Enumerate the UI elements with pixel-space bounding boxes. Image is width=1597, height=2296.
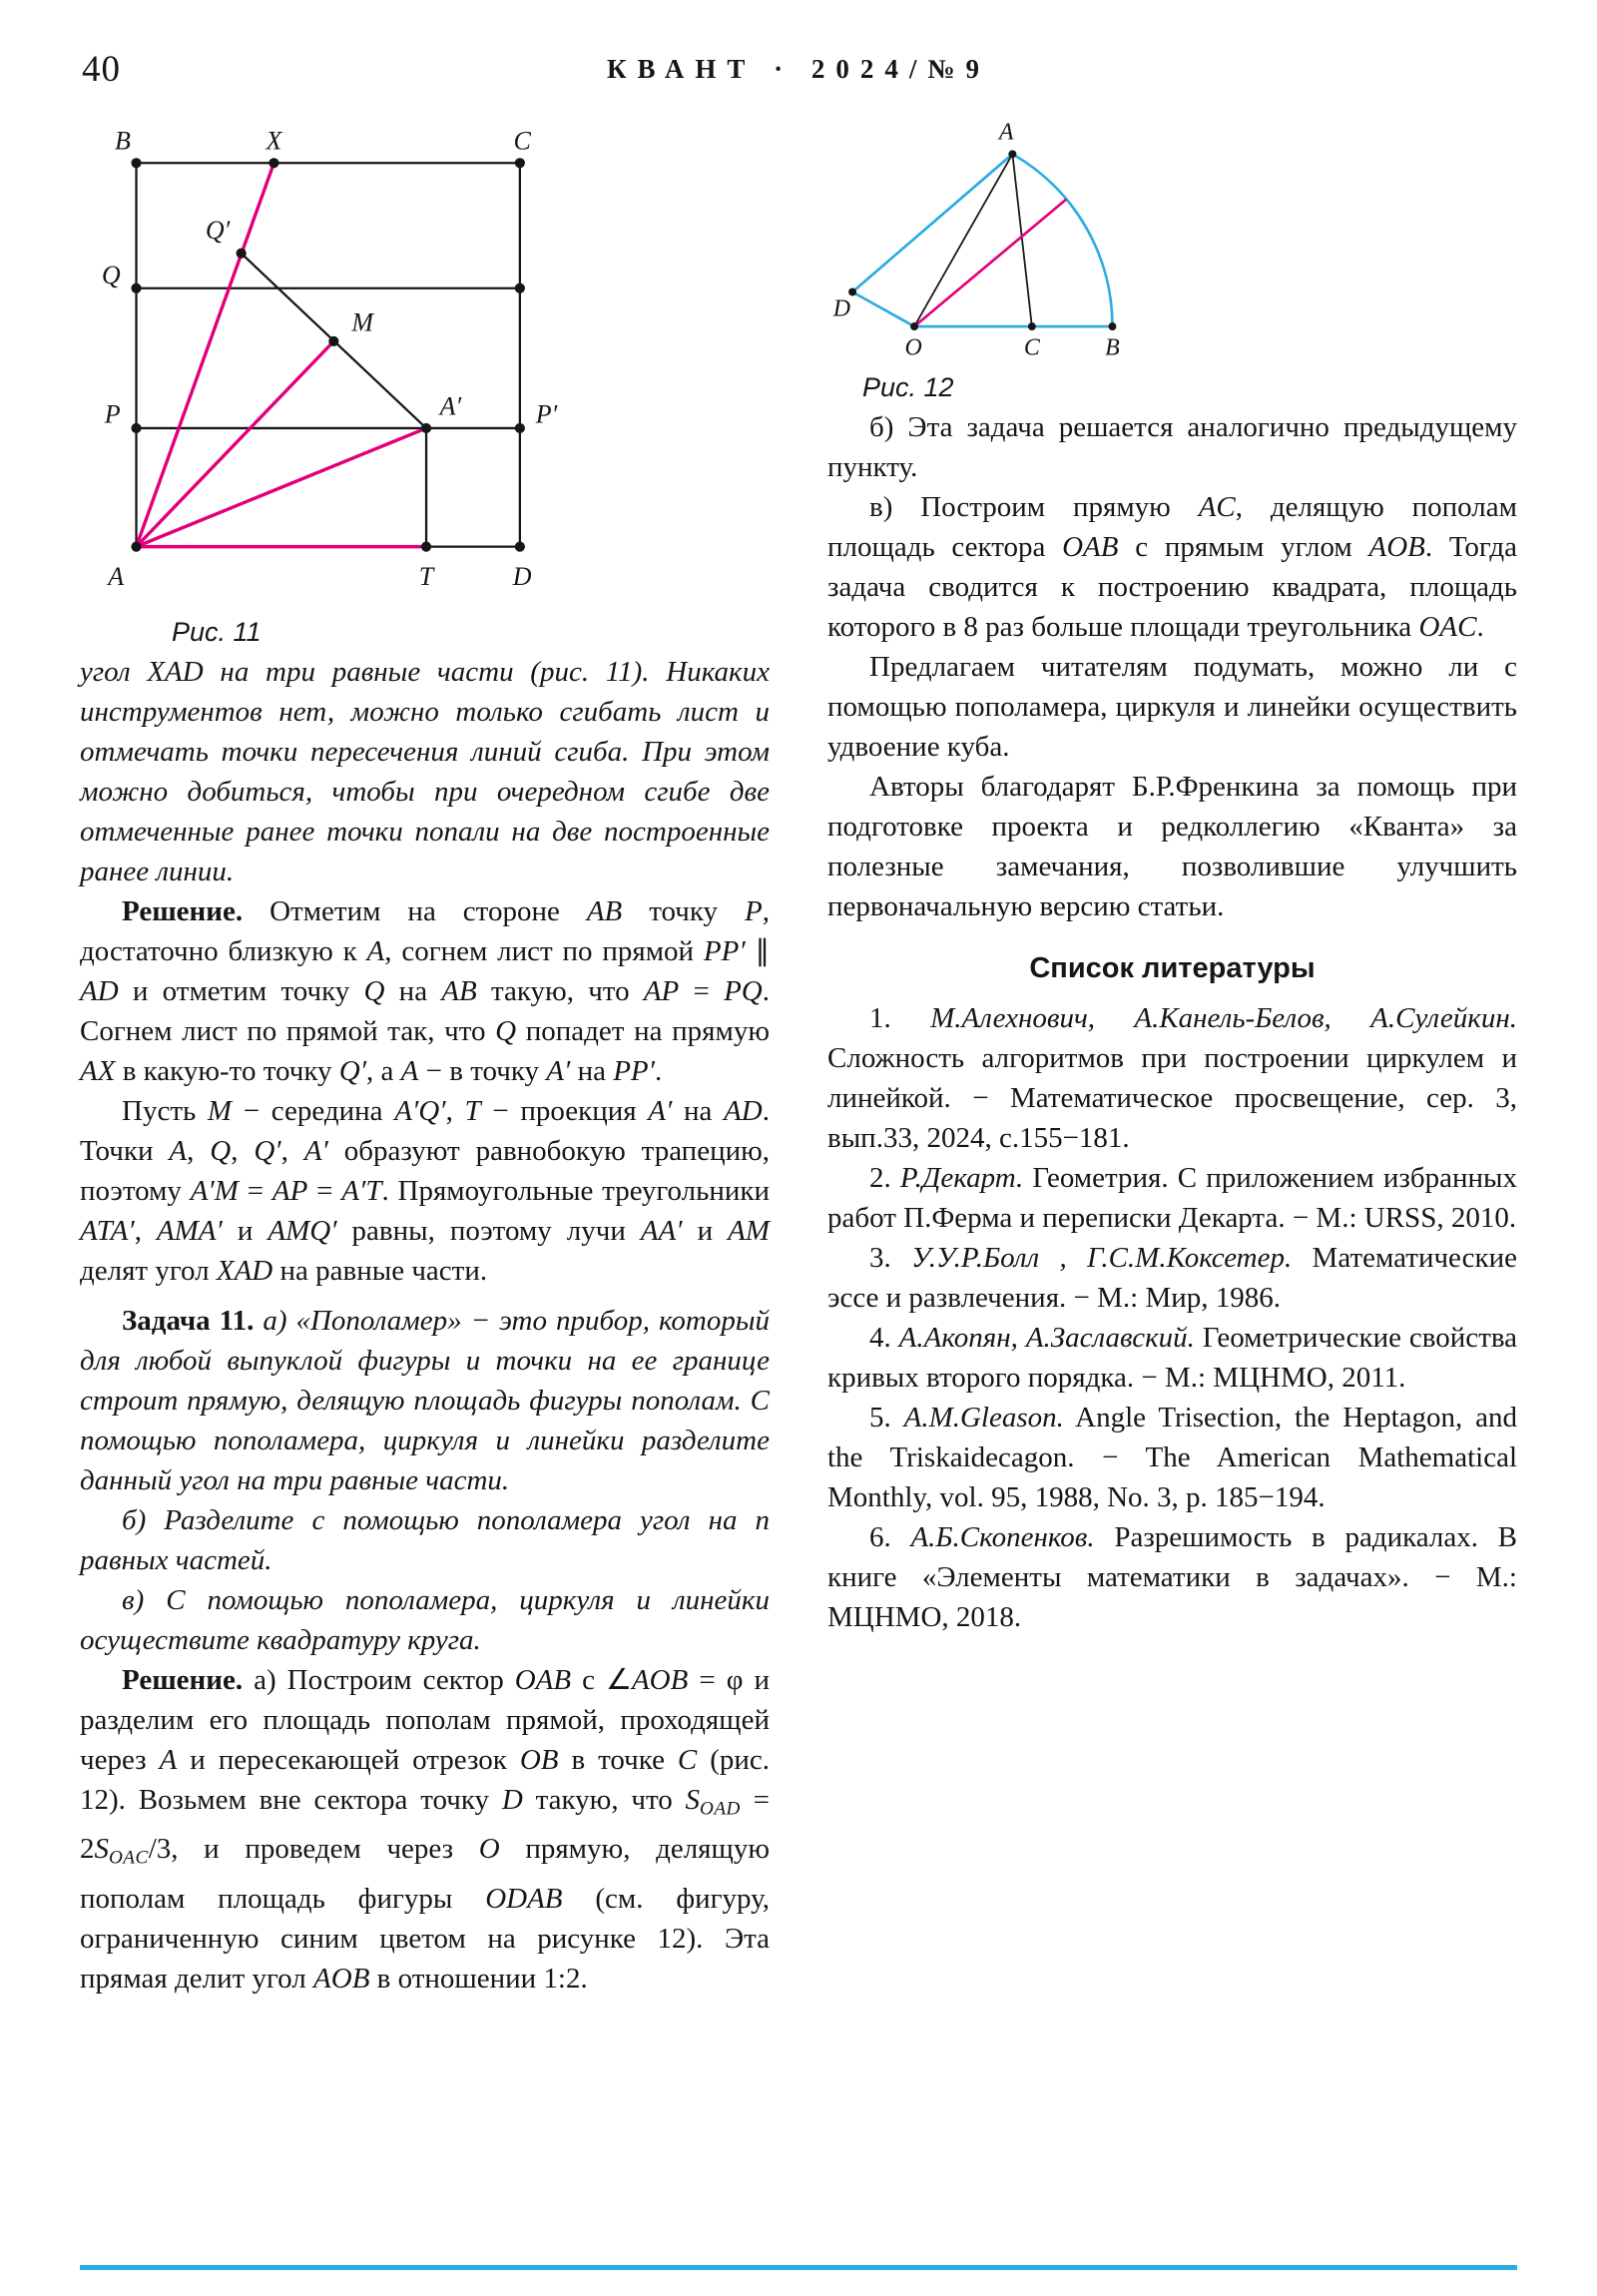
fig11-point-B <box>131 158 141 168</box>
fig11-point-Q-right <box>515 284 525 293</box>
fig12-segment-OD <box>852 291 914 326</box>
fig11-label-C: C <box>513 126 531 156</box>
fig11-ray-AAp <box>137 428 427 547</box>
fig12-label-D: D <box>832 295 851 322</box>
para-solution10-part1: Решение. Отметим на стороне AB точку P, достаточно близкую к A, согнем лист по прямой PP′ ∥ AD и отметим точку Q на AB такую, что AP = PQ. Согнем лист по прямой так, что Q попадет на прямую AX в какую-то точку Q′, а A − в точку A′ на PP′. <box>80 895 771 1087</box>
reference-item-5: 5. A.M.Gleason. Angle Trisection, the Heptagon, and the Triskaidecagon. − The American Mathematical Monthly, vol. 95, 1988, No. 3, p. 185−194. <box>827 1402 1518 1513</box>
fig12-black-segments <box>914 154 1032 326</box>
reference-item-4: 4. А.Акопян, А.Заславский. Геометрические свойства кривых второго порядка. − М.: МЦНМО, 2011. <box>827 1322 1518 1394</box>
fig12-label-C: C <box>1023 334 1040 361</box>
fig11-point-M <box>328 336 338 346</box>
reference-item-1: 1. М.Алехнович, А.Канель-Белов, А.Сулейкин. Сложность алгоритмов при построении циркулем и линейкой. − Математическое просвещение, сер. 3, вып.33, 2024, с.155−181. <box>827 1002 1518 1154</box>
fig11-labels <box>102 127 558 591</box>
fig11-point-Ap <box>421 423 431 433</box>
reference-item-3: 3. У.У.Р.Болл , Г.С.М.Коксетер. Математические эссе и развлечения. − М.: Мир, 1986. <box>827 1242 1518 1314</box>
fig12-label-A: A <box>998 119 1014 146</box>
fig12-region-ODAB <box>852 154 1112 326</box>
page-header <box>80 44 1517 100</box>
para-acknowledgements: Авторы благодарят Б.Р.Френкина за помощь при подготовке проекта и редколлегию «Кванта» за полезные замечания, позволившие улучшить первоначальную версию статьи. <box>827 771 1517 922</box>
fig11-label-T: T <box>418 562 434 592</box>
para-task-11v: в) С помощью пополамера, циркуля и линейки осуществите квадратуру круга. <box>80 1584 770 1656</box>
right-column <box>827 118 1517 1999</box>
figure-12 <box>827 118 1517 407</box>
fig11-label-X: X <box>266 126 282 156</box>
para-remark-cube: Предлагаем читателям подумать, можно ли с помощью пополамера, циркуля и линейки осуществить удвоение куба. <box>827 651 1517 763</box>
fig11-trisection-rays <box>137 163 427 546</box>
fig12-label-O: O <box>904 334 922 361</box>
figure-12-caption: Рис. 12 <box>862 372 954 402</box>
fig12-points <box>848 150 1116 330</box>
fig12-point-D <box>848 288 856 296</box>
fig11-point-P <box>131 423 141 433</box>
reference-item-2: 2. Р.Декарт. Геометрия. С приложением избранных работ П.Ферма и переписки Декарта. − М.: URSS, 2010. <box>827 1162 1518 1234</box>
fig11-label-Pp: P′ <box>535 399 558 429</box>
fig12-labels <box>832 119 1120 360</box>
page-number: 40 <box>82 49 121 90</box>
fig11-label-Q: Q <box>101 261 121 290</box>
figure-11-caption: Рис. 11 <box>172 617 262 647</box>
fig11-label-A: A <box>108 562 125 592</box>
fig11-label-D: D <box>512 562 532 592</box>
journal-title: КВАНТ · 2024/№9 <box>606 54 991 84</box>
reference-item-6: 6. А.Б.Скопенков. Разрешимость в радикалах. В книге «Элементы математики в задачах». − М.: МЦНМО, 2018. <box>827 1521 1518 1633</box>
fig12-label-B: B <box>1105 334 1120 361</box>
fig11-point-A <box>131 542 141 552</box>
para-solution-11a: Решение. а) Построим сектор OAB с ∠AOB = φ и разделим его площадь пополам прямой, проходящей через A и пересекающей отрезок OB в точке C (рис. 12). Возьмем вне сектора точку D такую, что SOAD = 2SOAC/3, и проведем через O прямую, делящую пополам площадь фигуры ODAB (см. фигуру, ограниченную синим цветом на рисунке 12). Эта прямая делит угол AOB в отношении 1:2. <box>80 1664 770 1995</box>
fig11-label-Ap: A′ <box>439 391 462 421</box>
para-task-11b: б) Разделите с помощью пополамера угол на n равных частей. <box>80 1504 770 1576</box>
fig12-arc-AB <box>1012 154 1112 326</box>
para-task-11a: Задача 11. а) «Пополамер» − это прибор, который для любой выпуклой фигуры и точки на ее границе строит прямую, делящую площадь фигуры пополам. С помощью пополамера, циркуля и линейки разделите данный угол на три равные части. <box>80 1305 770 1496</box>
para-problem10-continuation: угол XAD на три равные части (рис. 11). Никаких инструментов нет, можно только сгибать лист и отмечать точки пересечения линий сгиба. При этом можно добиться, чтобы при очередном сгибе две отмеченные ранее точки попали на две построенные ранее линии. <box>80 656 770 887</box>
fig11-label-B: B <box>115 126 131 156</box>
fig11-point-C <box>515 158 525 168</box>
fig11-point-D <box>515 542 525 552</box>
fig11-point-T <box>421 542 431 552</box>
fig11-label-Qp: Q′ <box>205 216 231 246</box>
fig11-point-Pp <box>515 423 525 433</box>
fig12-segment-OA <box>914 154 1012 326</box>
fig11-point-Q <box>131 284 141 293</box>
fig12-point-C <box>1028 322 1036 330</box>
figure-11 <box>80 118 770 652</box>
para-solution-11b: б) Эта задача решается аналогично предыдущему пункту. <box>827 411 1517 483</box>
fig12-point-O <box>910 322 918 330</box>
fig12-point-A <box>1008 150 1016 158</box>
fig11-point-X <box>268 158 278 168</box>
references-heading: Список литературы <box>1029 952 1316 984</box>
footer-rule <box>80 2265 1517 2270</box>
para-solution-11v: в) Построим прямую AC, делящую пополам площадь сектора OAB с прямым углом AOB. Тогда задача сводится к построению квадрата, площадь которого в 8 раз больше площади треугольника OAC. <box>827 491 1517 643</box>
fig11-label-P: P <box>104 399 121 429</box>
fig11-point-Qp <box>237 249 247 259</box>
fig11-ray-AM <box>137 341 334 547</box>
fig12-segment-DA <box>852 154 1012 291</box>
left-column <box>80 118 770 1999</box>
fig11-drawing <box>80 118 599 610</box>
fig11-label-M: M <box>351 307 374 337</box>
para-solution10-part2: Пусть M − середина A′Q′, T − проекция A′ на AD. Точки A, Q, Q′, A′ образуют равнобокую трапецию, поэтому A′M = AP = A′T. Прямоугольные треугольники ATA′, AMA′ и AMQ′ равны, поэтому лучи AA′ и AM делят угол XAD на равные части. <box>80 1095 771 1287</box>
fig12-point-B <box>1108 322 1116 330</box>
two-column-layout <box>80 118 1517 1999</box>
fig12-drawing <box>827 118 1157 365</box>
